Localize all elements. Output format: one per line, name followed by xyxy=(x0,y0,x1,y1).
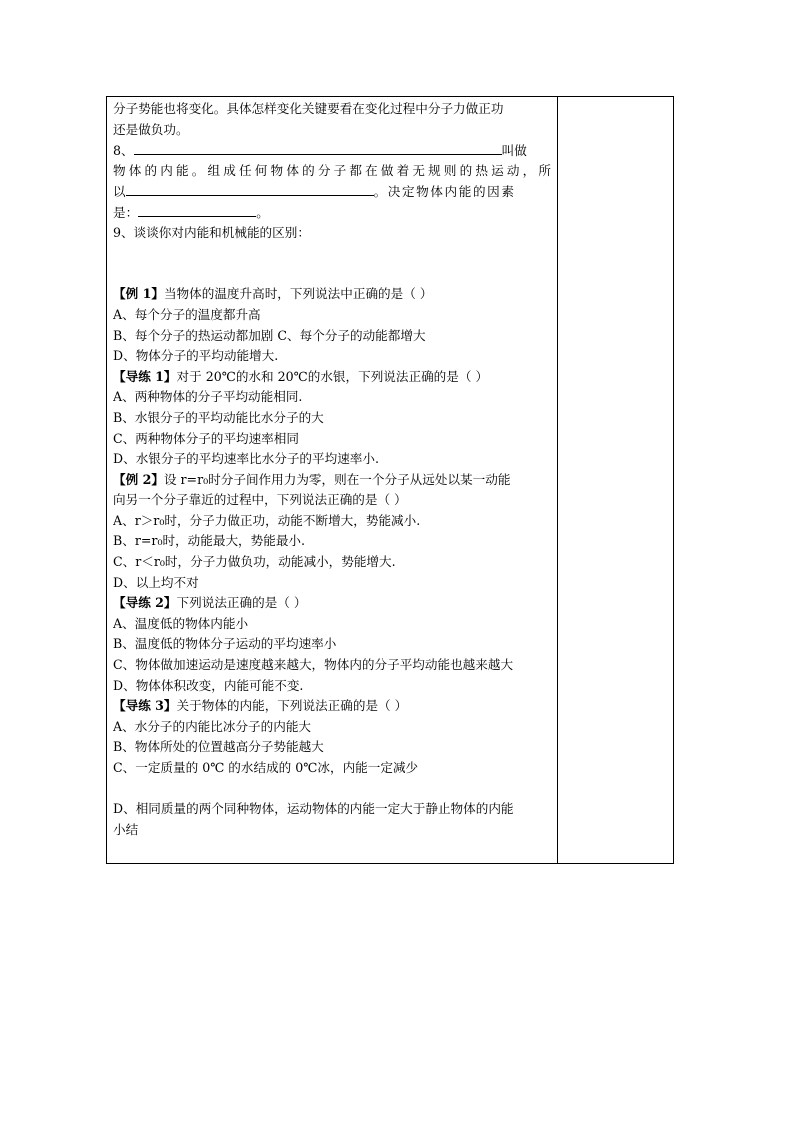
q8-line-1 xyxy=(113,140,551,161)
intro-line-1: 分子势能也将变化。具体怎样变化关键要看在变化过程中分子力做正功 xyxy=(113,101,504,116)
q8-blank-2[interactable] xyxy=(126,181,374,196)
ex1-tag: 【例 1】 xyxy=(113,286,164,302)
ex2-question-1: 设 r=r₀时分子间作用力为零，则在一个分子从远处以某一动能 xyxy=(163,471,511,487)
summary-heading: 小结 xyxy=(113,821,139,837)
q8-line-4 xyxy=(113,202,551,223)
dl1-option-d: D、水银分子的平均速率比水分子的平均速率小. xyxy=(113,451,379,467)
dl1-tag: 【导练 1】 xyxy=(113,368,177,384)
spacer xyxy=(113,243,551,264)
dl2-question: 下列说法正确的是（ ） xyxy=(176,595,307,611)
dl1-option-a: A、两种物体的分子平均动能相同. xyxy=(113,389,303,405)
column-divider xyxy=(557,97,558,863)
q8-line3-suffix: 。决定物体内能的因素 xyxy=(373,184,516,200)
intro-line-2: 还是做负功。 xyxy=(113,121,189,137)
q9-text: 9、谈谈你对内能和机械能的区别： xyxy=(113,224,310,240)
dl1-stem xyxy=(113,367,551,388)
dl2-tag: 【导练 2】 xyxy=(113,595,177,611)
q8-line4-prefix: 是： xyxy=(113,204,139,220)
dl1-option-c: C、两种物体分子的平均速率相同 xyxy=(113,430,299,446)
worksheet-table xyxy=(106,96,674,864)
dl3-option-d: D、相同质量的两个同种物体，运动物体的内能一定大于静止物体的内能 xyxy=(113,801,514,817)
dl2-option-d: D、物体体积改变，内能可能不变. xyxy=(113,677,304,693)
dl3-tag: 【导练 3】 xyxy=(113,698,177,714)
ex2-stem-1 xyxy=(113,470,551,491)
main-cell xyxy=(113,99,551,840)
q8-after-blank: 叫做 xyxy=(501,143,527,159)
ex2-option-a: A、r＞r₀时，分子力做正功，动能不断增大，势能减小. xyxy=(113,512,421,528)
spacer xyxy=(113,264,551,285)
dl3-question: 关于物体的内能，下列说法正确的是（ ） xyxy=(176,698,408,714)
dl3-stem xyxy=(113,696,551,717)
spacer xyxy=(113,779,551,800)
ex2-stem-2: 向另一个分子靠近的过程中，下列说法正确的是（ ） xyxy=(113,492,407,508)
q8-line3-prefix: 以 xyxy=(113,184,126,200)
ex2-option-b: B、r=r₀时，动能最大，势能最小. xyxy=(113,533,306,549)
ex1-option-a: A、每个分子的温度都升高 xyxy=(113,306,261,322)
dl3-option-c: C、一定质量的 0℃ 的水结成的 0℃冰，内能一定减少 xyxy=(113,760,419,775)
ex2-option-d: D、以上均不对 xyxy=(113,574,199,590)
dl2-option-a: A、温度低的物体内能小 xyxy=(113,615,249,631)
dl2-stem xyxy=(113,593,551,614)
q8-line-2: 物体的内能。组成任何物体的分子都在做着无规则的热运动，所 xyxy=(113,162,551,178)
ex1-option-d: D、物体分子的平均动能增大. xyxy=(113,348,279,364)
q8-blank-1[interactable] xyxy=(134,140,502,155)
dl3-option-b: B、物体所处的位置越高分子势能越大 xyxy=(113,739,324,755)
ex2-tag: 【例 2】 xyxy=(113,471,164,487)
ex1-question: 当物体的温度升高时，下列说法中正确的是（ ） xyxy=(163,286,433,302)
dl2-option-b: B、温度低的物体分子运动的平均速率小 xyxy=(113,636,337,652)
q8-blank-3[interactable] xyxy=(138,202,256,217)
dl2-option-c: C、物体做加速运动是速度越来越大，物体内的分子平均动能也越来越大 xyxy=(113,657,514,673)
dl1-option-b: B、水银分子的平均动能比水分子的大 xyxy=(113,409,324,425)
ex1-stem xyxy=(113,284,551,305)
q8-line4-suffix: 。 xyxy=(256,204,269,220)
dl3-option-a: A、水分子的内能比冰分子的内能大 xyxy=(113,718,312,734)
ex2-option-c: C、r＜r₀时，分子力做负功，动能减小，势能增大. xyxy=(113,554,396,570)
q8-number: 8、 xyxy=(113,143,134,159)
ex1-option-bc: B、每个分子的热运动都加剧 C、每个分子的动能都增大 xyxy=(113,327,426,343)
dl1-question: 对于 20℃的水和 20℃的水银，下列说法正确的是（ ） xyxy=(176,368,489,384)
q8-line-3 xyxy=(113,181,551,202)
